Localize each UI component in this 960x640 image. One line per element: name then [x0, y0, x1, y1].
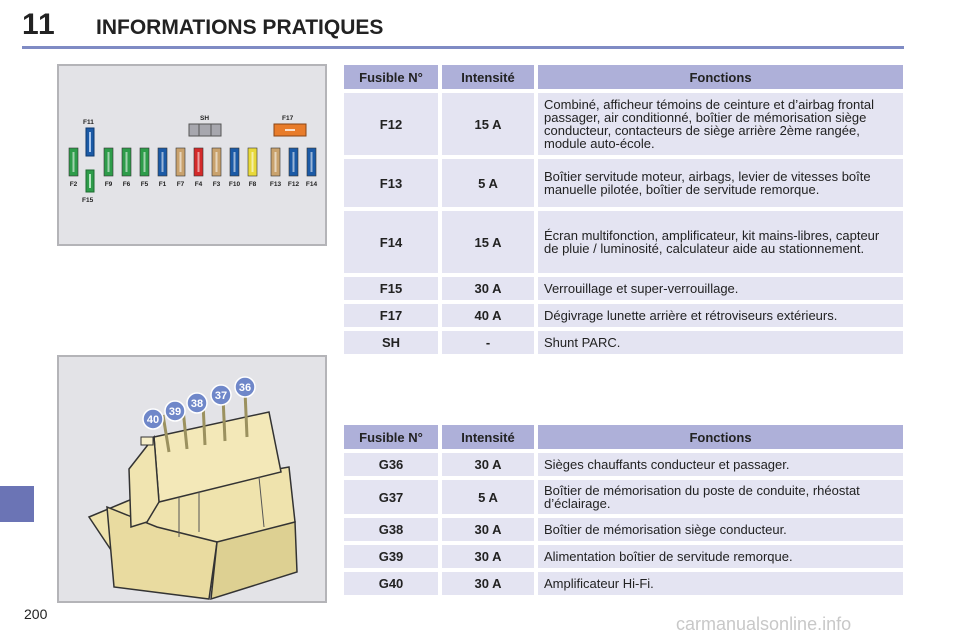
- fuse-functions: Alimentation boîtier de servitude remorque.: [538, 545, 903, 568]
- fuse-label-f3: F3: [212, 181, 221, 188]
- fuse-blade: [252, 152, 254, 172]
- watermark: carmanualsonline.info: [676, 614, 852, 634]
- fuse-label-f14: F14: [305, 181, 318, 188]
- col-header-functions: Fonctions: [538, 425, 903, 449]
- fuse-functions: Amplificateur Hi-Fi.: [538, 572, 903, 595]
- fuse-label-f12: F12: [287, 181, 300, 188]
- fuse-holder-diagram: [57, 355, 327, 603]
- page-title: INFORMATIONS PRATIQUES: [96, 16, 384, 39]
- fuse-label-f5: F5: [140, 181, 149, 188]
- fuse-number: G40: [344, 572, 438, 595]
- fuse-label-f6: F6: [122, 181, 131, 188]
- table-row: [344, 545, 903, 568]
- shunt-sh: [189, 124, 221, 136]
- table-row: [344, 331, 903, 354]
- fuse-number: G36: [344, 453, 438, 476]
- label-f15: F15: [82, 197, 94, 204]
- fuse-functions: Boîtier servitude moteur, airbags, levier de vitesses boîte manuelle pilotée, boîtier de servitude remorque.: [538, 159, 903, 207]
- header-rule: [22, 46, 904, 49]
- fuse-number: F14: [344, 211, 438, 273]
- fuse-f15: [86, 170, 94, 192]
- table-row: [344, 453, 903, 476]
- fuse-amperage: 40 A: [442, 304, 534, 327]
- fuse-holder-svg: [59, 357, 325, 601]
- chapter-side-tab: [0, 486, 34, 522]
- col-header-fuse: Fusible N°: [344, 425, 438, 449]
- fuse-amperage: 30 A: [442, 518, 534, 541]
- fuse-functions: Combiné, afficheur témoins de ceinture et d’airbag frontal passager, air conditionné, boîtier de mémorisation siège conducteur, contacteurs de siège arrière 2ème rangée, module auto-école.: [538, 93, 903, 155]
- callout-label-36: 36: [238, 382, 252, 394]
- fuse-blade: [126, 152, 128, 172]
- label-sh: SH: [200, 115, 210, 122]
- fuse-label-f2: F2: [69, 181, 78, 188]
- fuse-number: F12: [344, 93, 438, 155]
- fuse-functions: Dégivrage lunette arrière et rétroviseurs extérieurs.: [538, 304, 903, 327]
- fuse-amperage: 30 A: [442, 572, 534, 595]
- fuse-blade: [234, 152, 236, 172]
- table-row: [344, 211, 903, 273]
- fuse-blade: [293, 152, 295, 172]
- callout-label-40: 40: [146, 414, 160, 426]
- col-header-fuse: Fusible N°: [344, 65, 438, 89]
- fuse-number: F13: [344, 159, 438, 207]
- page-number: 200: [24, 606, 48, 622]
- fuse-holder-body: [89, 391, 297, 599]
- fuse-number: G39: [344, 545, 438, 568]
- fuse-number: F17: [344, 304, 438, 327]
- callout-label-39: 39: [168, 406, 182, 418]
- col-header-amperage: Intensité: [442, 425, 534, 449]
- fuse-number: F15: [344, 277, 438, 300]
- fuse-amperage: 15 A: [442, 211, 534, 273]
- fuse-amperage: 30 A: [442, 545, 534, 568]
- table-row: [344, 277, 903, 300]
- chapter-number: 11: [22, 8, 56, 41]
- callout-label-37: 37: [214, 390, 228, 402]
- fuse-f11: [86, 128, 94, 156]
- fuse-functions: Shunt PARC.: [538, 331, 903, 354]
- fuse-functions: Sièges chauffants conducteur et passager.: [538, 453, 903, 476]
- fuse-blade: [144, 152, 146, 172]
- fuse-table-main: [340, 61, 907, 358]
- fuse-amperage: 5 A: [442, 480, 534, 514]
- fuse-box-diagram: [57, 64, 327, 246]
- fuse-label-f4: F4: [194, 181, 203, 188]
- fuse-blade: [162, 152, 164, 172]
- fuse-functions: Écran multifonction, amplificateur, kit mains-libres, capteur de pluie / luminosité, calculateur aide au stationnement.: [538, 211, 903, 273]
- fuse-label-f7: F7: [176, 181, 185, 188]
- fuse-amperage: 30 A: [442, 277, 534, 300]
- table-row: [344, 304, 903, 327]
- fuse-number: SH: [344, 331, 438, 354]
- fuse-blade: [73, 152, 75, 172]
- col-header-amperage: Intensité: [442, 65, 534, 89]
- fuse-blade: [108, 152, 110, 172]
- col-header-functions: Fonctions: [538, 65, 903, 89]
- fuse-label-f1: F1: [158, 181, 167, 188]
- fuse-blade: [180, 152, 182, 172]
- table-row: [344, 518, 903, 541]
- fuse-amperage: 15 A: [442, 93, 534, 155]
- fuse-label-f13: F13: [269, 181, 282, 188]
- table-row: [344, 480, 903, 514]
- fuse-diagram-svg: [59, 66, 325, 244]
- fuse-functions: Boîtier de mémorisation siège conducteur.: [538, 518, 903, 541]
- label-f17: F17: [282, 115, 294, 122]
- fuse-label-f10: F10: [228, 181, 241, 188]
- fuse-table-holder: [340, 421, 907, 599]
- fuse-blade: [198, 152, 200, 172]
- callout-label-38: 38: [190, 398, 204, 410]
- fuse-number: G38: [344, 518, 438, 541]
- table-row: [344, 159, 903, 207]
- fuse-blade: [216, 152, 218, 172]
- fuse-amperage: 5 A: [442, 159, 534, 207]
- fuse-label-f8: F8: [248, 181, 257, 188]
- label-f11: F11: [83, 119, 94, 126]
- fuse-blade: [311, 152, 313, 172]
- table-row: [344, 93, 903, 155]
- fuse-label-f9: F9: [104, 181, 113, 188]
- fuse-functions: Boîtier de mémorisation du poste de conduite, rhéostat d’éclairage.: [538, 480, 903, 514]
- fuse-functions: Verrouillage et super-verrouillage.: [538, 277, 903, 300]
- fuse-blade: [275, 152, 277, 172]
- fuse-amperage: -: [442, 331, 534, 354]
- fuse-amperage: 30 A: [442, 453, 534, 476]
- fuse-f17: [274, 124, 306, 136]
- table-row: [344, 572, 903, 595]
- fuse-number: G37: [344, 480, 438, 514]
